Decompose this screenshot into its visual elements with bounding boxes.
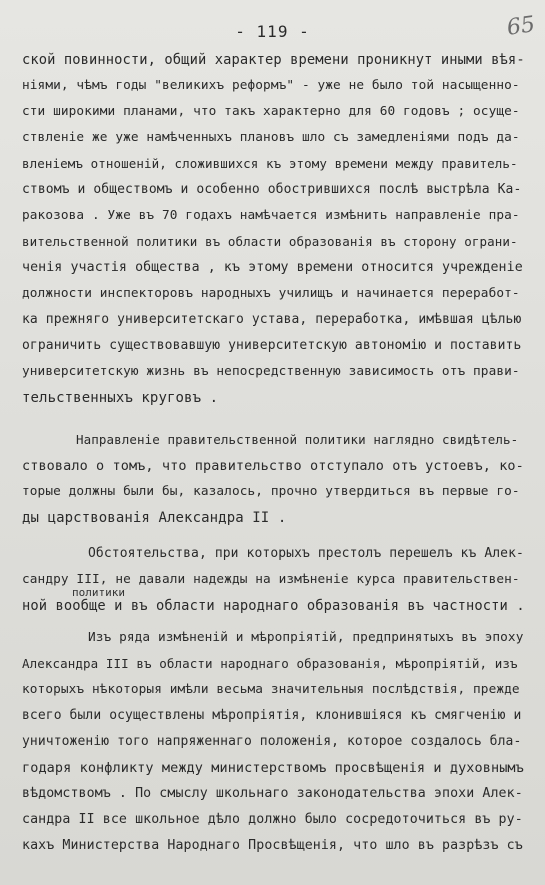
text-line: вленіемъ отношеній, сложившихся къ этому времени между правитель- <box>22 156 518 171</box>
text-line: Александра III въ области народнаго образованія, мѣропріятій, изъ <box>22 656 518 671</box>
text-line: должности инспекторовъ народныхъ училищъ и начинается переработ- <box>22 286 520 301</box>
text-line: ной вообще и въ области народнаго образованія въ частности . <box>22 598 525 614</box>
text-line: ды царствованія Александра II . <box>22 510 287 526</box>
page-number: - 119 - <box>235 22 310 41</box>
text-line: ограничить существовавшую университетскую автономію и поставить <box>22 338 522 353</box>
text-line: Обстоятельства, при которыхъ престолъ перешелъ къ Алек- <box>88 546 524 561</box>
text-line: вѣдомствомъ . По смыслу школьнаго законодательства эпохи Алек- <box>22 786 523 801</box>
text-line: ченія участія общества , къ этому времени относится учрежденіе <box>22 260 523 275</box>
text-line: ка прежняго университетскаго устава, переработка, имѣвшая цѣлью <box>22 312 522 327</box>
text-line: ракозова . Уже въ 70 годахъ намѣчается измѣнить направленіе пра- <box>22 208 520 223</box>
text-line: годаря конфликту между министерствомъ просвѣщенія и духовнымъ <box>22 760 524 776</box>
text-line: сти широкими планами, что такъ характерно для 60 годовъ ; осуще- <box>22 104 520 119</box>
interlinear-insertion: политики <box>72 586 125 599</box>
text-line: тельственныхъ круговъ . <box>22 390 219 406</box>
text-line: Направленіе правительственной политики наглядно свидѣтель- <box>76 432 519 447</box>
text-line: торые должны были бы, казалось, прочно утвердиться въ первые го- <box>22 484 520 499</box>
text-line: уничтоженію того напряженнаго положенія, которое создалось бла- <box>22 734 522 749</box>
text-line: сандру III, не давали надежды на измѣненіе курса правительствен- <box>22 572 520 587</box>
text-line: университетскую жизнь въ непосредственную зависимость отъ прави- <box>22 364 520 379</box>
text-line: кахъ Министерства Народнаго Просвѣщенія, что шло въ разрѣзъ съ <box>22 838 523 853</box>
text-line: ствомъ и обществомъ и особенно обострившихся послѣ выстрѣла Ка- <box>22 182 522 197</box>
text-line: ствовало о томъ, что правительство отступало отъ устоевъ, ко- <box>22 458 524 474</box>
text-line: сандра II все школьное дѣло должно было сосредоточиться въ ру- <box>22 812 523 827</box>
text-line: которыхъ нѣкоторыя имѣли весьма значительныя послѣдствія, прежде <box>22 682 520 697</box>
text-line: Изъ ряда измѣненій и мѣропріятій, предпринятыхъ въ эпоху <box>88 630 524 645</box>
text-line: ніями, чѣмъ годы "великихъ реформъ" - уже не было той насыщенно- <box>22 78 520 93</box>
text-line: вительственной политики въ области образованія въ сторону ограни- <box>22 234 518 249</box>
text-line: ствленіе же уже намѣченныхъ плановъ шло съ замедленіями подъ да- <box>22 130 520 145</box>
handwritten-margin-number: 65 <box>505 12 537 41</box>
text-line: ской повинности, общий характер времени проникнут иными вѣя- <box>22 52 525 68</box>
text-line: всего были осуществлены мѣропріятія, клонившіяся къ смягченію и <box>22 708 522 723</box>
